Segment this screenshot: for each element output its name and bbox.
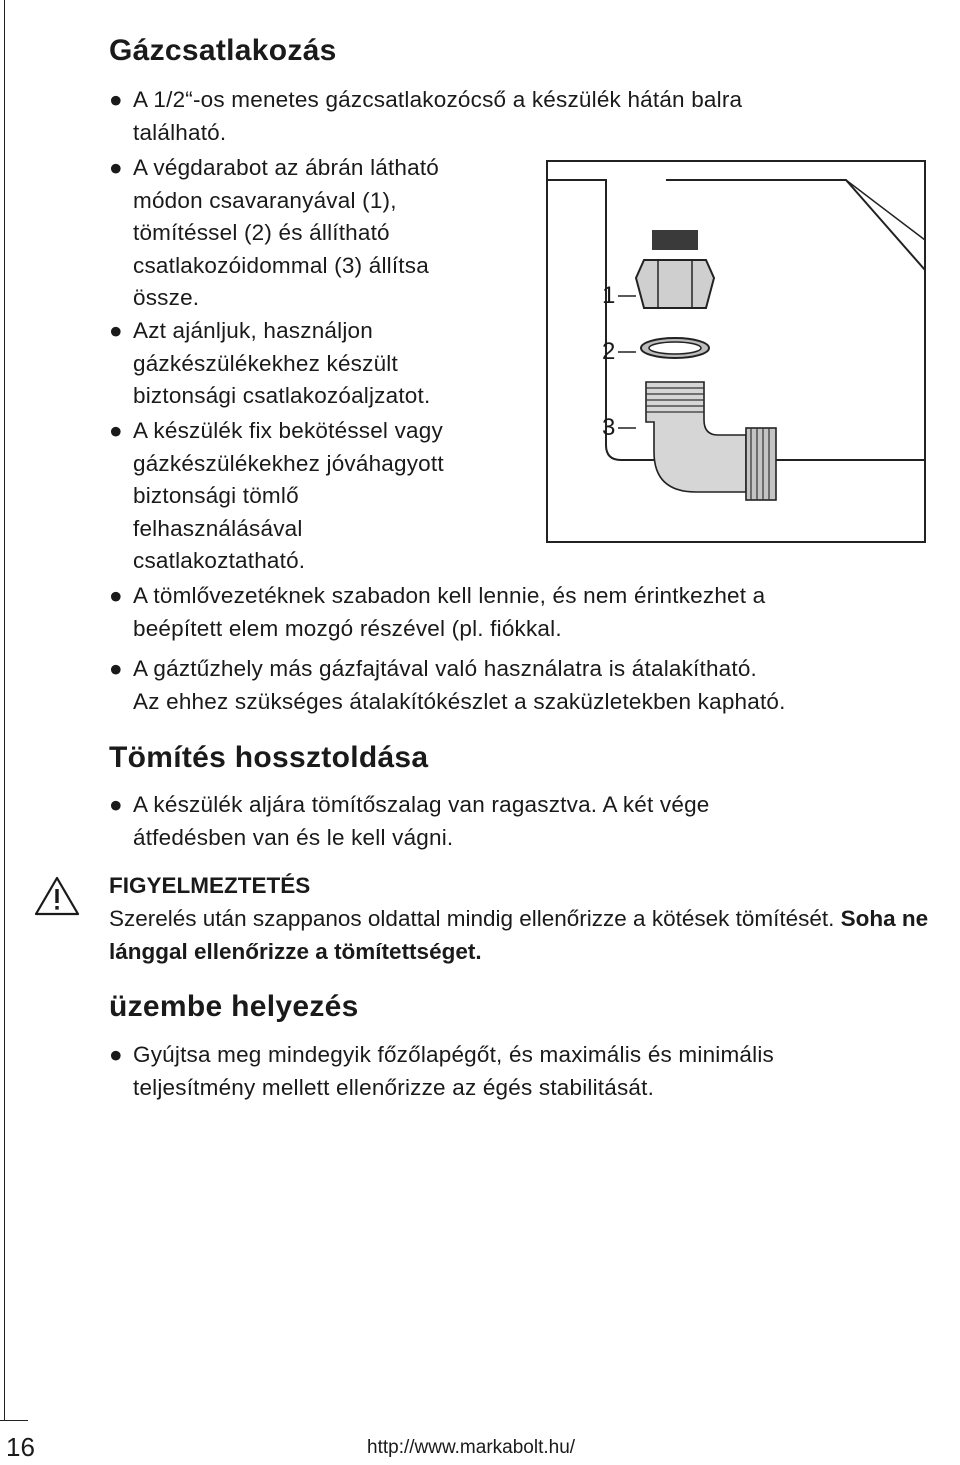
bullet-icon: ●: [109, 1042, 123, 1067]
bullet-icon: ●: [109, 87, 123, 112]
list-item-text: A készülék aljára tömítőszalag van ragasztva. A két vége átfedésben van és le kell vágni.: [133, 792, 710, 850]
list-item-text: A 1/2“-os menetes gázcsatlakozócső a készülék hátán balra található.: [133, 87, 743, 145]
heading-commissioning: üzembe helyezés: [109, 990, 359, 1023]
gas-fitting-figure: [546, 160, 926, 543]
callout-label-1: 1: [602, 282, 616, 309]
list-item-text: Azt ajánljuk, használjon gázkészülékekhez készült biztonsági csatlakozóaljzatot.: [133, 318, 431, 408]
list-item-text: A gáztűzhely más gázfajtával való használatra is átalakítható. Az ehhez szükséges átalakítókészlet a szaküzletekben kapható.: [133, 656, 786, 714]
footer-url: http://www.markabolt.hu/: [367, 1437, 576, 1458]
bullet-icon: ●: [109, 318, 123, 343]
list-item: [109, 84, 889, 149]
list-item-text: A készülék fix bekötéssel vagy gázkészülékekhez jóváhagyott biztonsági tömlő felhasználásával csatlakoztatható.: [133, 418, 444, 573]
list-item: [109, 315, 529, 413]
warning-icon: [34, 876, 80, 916]
list-item: [109, 580, 929, 645]
bullet-icon: ●: [109, 155, 123, 180]
page-number: 16: [6, 1432, 35, 1462]
callout-label-3: 3: [602, 414, 616, 441]
bullet-icon: ●: [109, 656, 123, 681]
list-item: [109, 789, 929, 854]
list-item: [109, 1039, 929, 1104]
heading-seal-extension: Tömítés hossztoldása: [109, 741, 429, 774]
list-item-text: A tömlővezetéknek szabadon kell lennie, és nem érintkezhet a beépített elem mozgó részével (pl. fiókkal.: [133, 583, 766, 641]
footer-rule: [0, 1420, 28, 1421]
list-item-text: A végdarabot az ábrán látható módon csavaranyával (1), tömítéssel (2) és állítható csatlakozóidommal (3) állítsa össze.: [133, 155, 440, 310]
callout-label-2: 2: [602, 338, 616, 365]
warning-text: [109, 903, 929, 968]
list-item: [109, 415, 529, 578]
warning-emphasis: Soha ne lánggal ellenőrizze a tömítettséget.: [109, 906, 929, 964]
list-item: [109, 152, 529, 315]
list-item-text: Gyújtsa meg mindegyik főzőlapégőt, és maximális és minimális teljesítmény mellett ellenőrizze az égés stabilitását.: [133, 1042, 774, 1100]
bullet-icon: ●: [109, 583, 123, 608]
heading-gas-connection: Gázcsatlakozás: [109, 34, 337, 67]
warning-body: Szerelés után szappanos oldattal mindig ellenőrizze a kötések tömítését.: [109, 906, 835, 931]
warning-title: FIGYELMEZTETÉS: [109, 873, 311, 898]
bullet-icon: ●: [109, 418, 123, 443]
list-item: [109, 653, 929, 718]
margin-rule: [4, 0, 5, 1420]
bullet-icon: ●: [109, 792, 123, 817]
